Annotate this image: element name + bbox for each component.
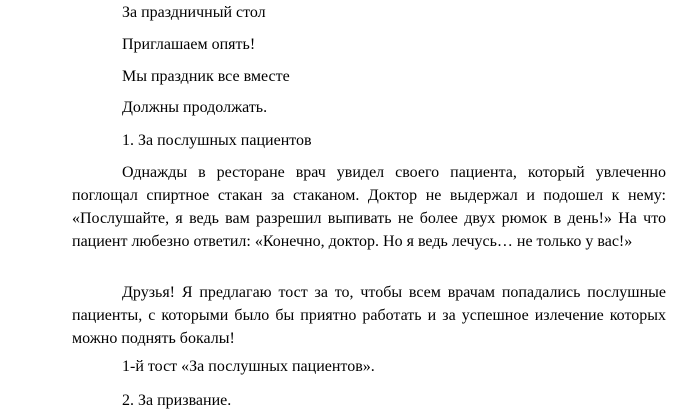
poem-line-1: За праздничный стол (122, 4, 266, 21)
section-heading-1: 1. За послушных пациентов (122, 132, 312, 149)
toast-paragraph: Друзья! Я предлагаю тост за то, чтобы всем врачам попадались послушные пациенты, с которыми было бы приятно работать и за успешное излечение которых можно поднять бокалы! (72, 284, 666, 347)
poem-line-3: Мы праздник все вместе (122, 68, 290, 85)
section-heading-2: 2. За призвание. (122, 392, 232, 409)
poem-line-2: Приглашаем опять! (122, 36, 256, 53)
poem-line-4: Должны продолжать. (122, 99, 268, 116)
anecdote-paragraph: Однажды в ресторане врач увидел своего пациента, который увлеченно поглощал спиртное стакан за стаканом. Доктор не выдержал и подошел к нему: «Послушайте, я ведь вам разрешил выпивать не более двух рюмок в день!» На что пациент любезно ответил: «Конечно, доктор. Но я ведь лечусь… не только у вас!» (72, 164, 666, 250)
toast-line: 1-й тост «За послушных пациентов». (122, 358, 375, 375)
